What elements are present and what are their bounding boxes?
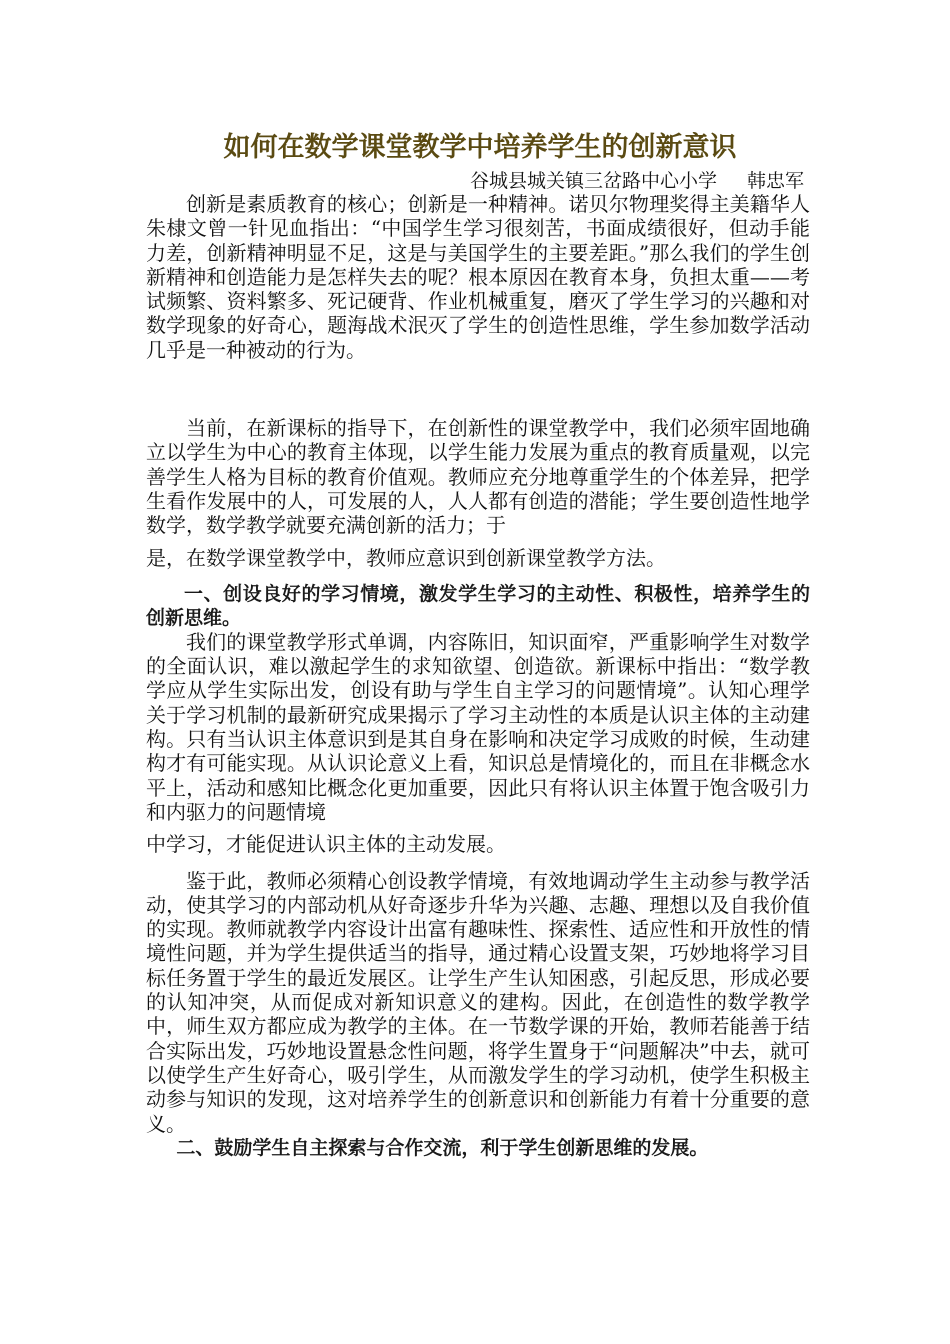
document-title: 如何在数学课堂教学中培养学生的创新意识 bbox=[223, 132, 737, 163]
paragraph-current-last-line: 是，在数学课堂教学中，教师应意识到创新课堂教学方法。 bbox=[146, 545, 666, 570]
paragraph-situation bbox=[146, 630, 810, 857]
section-heading-1: 一、创设良好的学习情境，激发学生学习的主动性、积极性，培养学生的创新思维。 bbox=[146, 582, 810, 629]
school-name: 谷城县城关镇三岔路中心小学 bbox=[469, 170, 717, 192]
paragraph-intro: 创新是素质教育的核心；创新是一种精神。诺贝尔物理奖得主美籍华人朱棣文曾一针见血指出：“中国学生学习很刻苦，书面成绩很好，但动手能力差，创新精神明显不足，这是与美国学生的主要差距。”那么我们的学生创新精神和创造能力是怎样失去的呢？根本原因在教育本身，负担太重——考试频繁、资料繁多、死记硬背、作业机械重复，磨灭了学生学习的兴趣和对数学现象的好奇心，题海战术泯灭了学生的创造性思维，学生参加数学活动几乎是一种被动的行为。 bbox=[146, 192, 810, 362]
document-page bbox=[146, 128, 810, 1160]
paragraph-current bbox=[146, 416, 810, 570]
paragraph-situation-body: 我们的课堂教学形式单调，内容陈旧，知识面窄，严重影响学生对数学的全面认识，难以激起学生的求知欲望、创造欲。新课标中指出：“数学教学应从学生实际出发，创设有助与学生自主学习的问题情境”。认知心理学关于学习机制的最新研究成果揭示了学习主动性的本质是认识主体的主动建构。只有当认识主体意识到是其自身在影响和决定学习成败的时候，生动建构才有可能实现。从认识论意义上看，知识总是情境化的，而且在非概念水平上，活动和感知比概念化更加重要，因此只有将认识主体置于饱含吸引力和内驱力的问题情境 bbox=[146, 629, 810, 824]
author-name: 韩忠军 bbox=[746, 170, 804, 192]
paragraph-teacher: 鉴于此，教师必须精心创设教学情境，有效地调动学生主动参与教学活动，使其学习的内部动机从好奇逐步升华为兴趣、志趣、理想以及自我价值的实现。教师就教学内容设计出富有趣味性、探索性、适应性和开放性的情境性问题，并为学生提供适当的指导，通过精心设置支架，巧妙地将学习目标任务置于学生的最近发展区。让学生产生认知困惑，引起反思，形成必要的认知冲突，从而促成对新知识意义的建构。因此，在创造性的数学教学中，师生双方都应成为教学的主体。在一节数学课的开始，教师若能善于结合实际出发，巧妙地设置悬念性问题，将学生置身于“问题解决”中去，就可以使学生产生好奇心，吸引学生，从而激发学生的学习动机，使学生积极主动参与知识的发现，这对培养学生的创新意识和创新能力有着十分重要的意义。 bbox=[146, 868, 810, 1136]
paragraph-current-body: 当前，在新课标的指导下，在创新性的课堂教学中，我们必须牢固地确立以学生为中心的教育主体现，以学生能力发展为重点的教育质量观，以完善学生人格为目标的教育价值观。教师应充分地尊重学生的个体差异，把学生看作发展中的人，可发展的人，人人都有创造的潜能；学生要创造性地学数学，数学教学就要充满创新的活力；于 bbox=[146, 416, 810, 538]
paragraph-situation-last-line: 中学习，才能促进认识主体的主动发展。 bbox=[146, 832, 506, 857]
byline bbox=[146, 170, 804, 192]
section-heading-2: 二、鼓励学生自主探索与合作交流，利于学生创新思维的发展。 bbox=[176, 1136, 709, 1159]
